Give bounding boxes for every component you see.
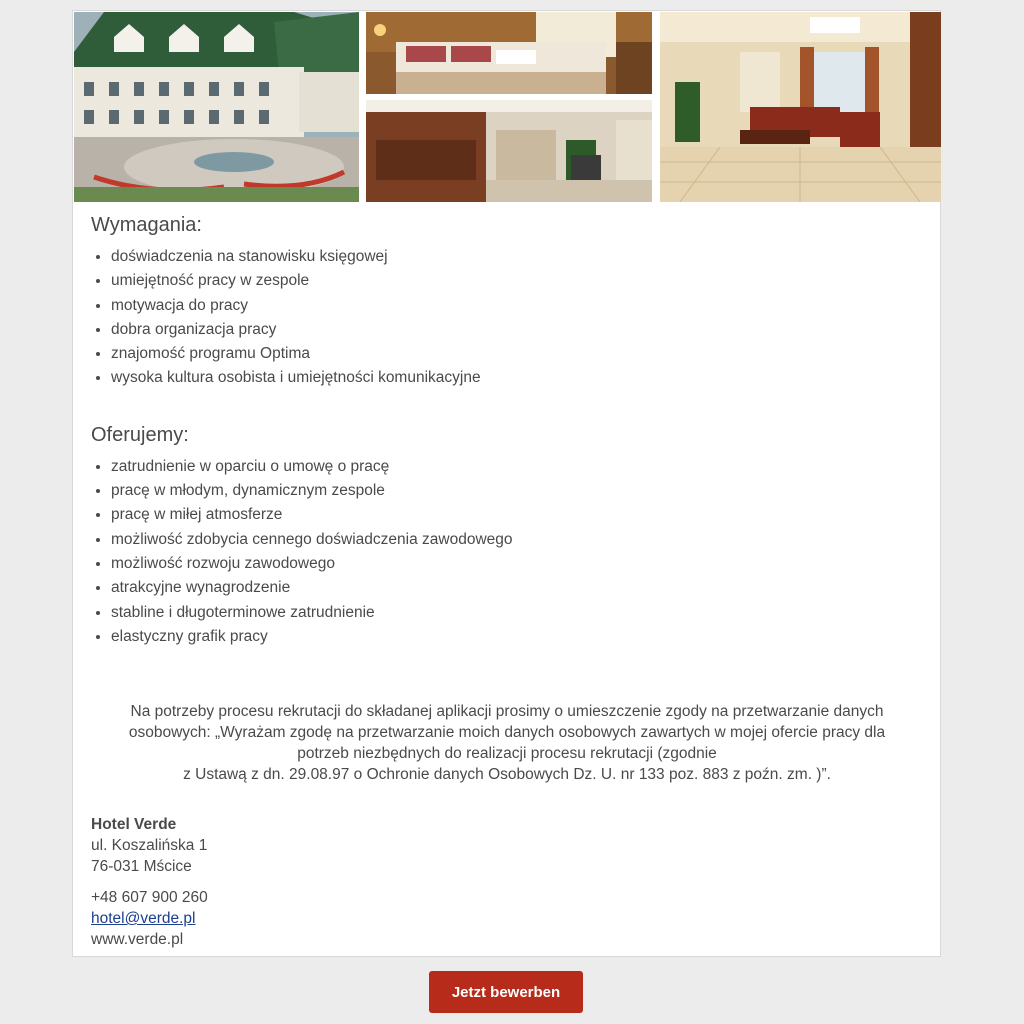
offer-item: • możliwość rozwoju zawodowego <box>111 552 921 576</box>
offer-section <box>91 421 921 649</box>
website-text: www.verde.pl <box>91 931 184 948</box>
postal-city: 76-031 Mścice <box>91 858 192 875</box>
data-consent-clause <box>91 701 923 785</box>
hotel-reception-photo <box>366 100 652 202</box>
requirement-item: • umiejętność pracy w zespole <box>111 269 921 293</box>
email-link[interactable]: hotel@verde.pl <box>91 910 196 927</box>
hotel-photo-strip <box>74 12 941 202</box>
offer-item: • elastyczny grafik pracy <box>111 625 921 649</box>
street-address: ul. Koszalińska 1 <box>91 837 208 854</box>
requirements-list <box>91 245 921 391</box>
offer-list <box>91 455 921 649</box>
requirements-section <box>91 211 921 391</box>
offer-item: • stabline i długoterminowe zatrudnienie <box>111 601 921 625</box>
offer-item: • pracę w miłej atmosferze <box>111 503 921 527</box>
consent-line: potrzeb niezbędnych do realizacji procesu rekrutacji (zgodnie <box>297 745 717 762</box>
offer-item: • pracę w młodym, dynamicznym zespole <box>111 479 921 503</box>
company-name: Hotel Verde <box>91 816 177 833</box>
phone-number: +48 607 900 260 <box>91 889 208 906</box>
requirement-item: • motywacja do pracy <box>111 294 921 318</box>
consent-line: osobowych: „Wyrażam zgodę na przetwarzanie moich danych osobowych zawartych w mojej ofercie pracy dla <box>128 724 886 741</box>
consent-line: Na potrzeby procesu rekrutacji do składanej aplikacji prosimy o umieszczenie zgody na przetwarzanie danych <box>130 703 884 720</box>
contact-block <box>91 814 491 950</box>
hotel-bedroom-photo <box>366 12 652 94</box>
consent-line: z Ustawą z dn. 29.08.97 o Ochronie danych Osobowych Dz. U. nr 133 poz. 883 z poźn. zm. )”. <box>183 766 831 783</box>
offer-heading: Oferujemy: <box>91 423 189 446</box>
requirement-item: • wysoka kultura osobista i umiejętności komunikacyjne <box>111 366 921 390</box>
requirements-heading: Wymagania: <box>91 214 202 236</box>
requirement-item: • doświadczenia na stanowisku księgowej <box>111 245 921 269</box>
requirement-item: • dobra organizacja pracy <box>111 318 921 342</box>
offer-item: • możliwość zdobycia cennego doświadczenia zawodowego <box>111 528 921 552</box>
offer-item: • atrakcyjne wynagrodzenie <box>111 576 921 600</box>
job-ad-card <box>72 10 941 957</box>
hotel-exterior-photo <box>74 12 359 202</box>
apply-button[interactable]: Jetzt bewerben <box>429 971 583 1013</box>
requirement-item: • znajomość programu Optima <box>111 342 921 366</box>
hotel-lobby-photo <box>660 12 941 202</box>
offer-item: • zatrudnienie w oparciu o umowę o pracę <box>111 455 921 479</box>
job-ad-content <box>91 211 921 649</box>
